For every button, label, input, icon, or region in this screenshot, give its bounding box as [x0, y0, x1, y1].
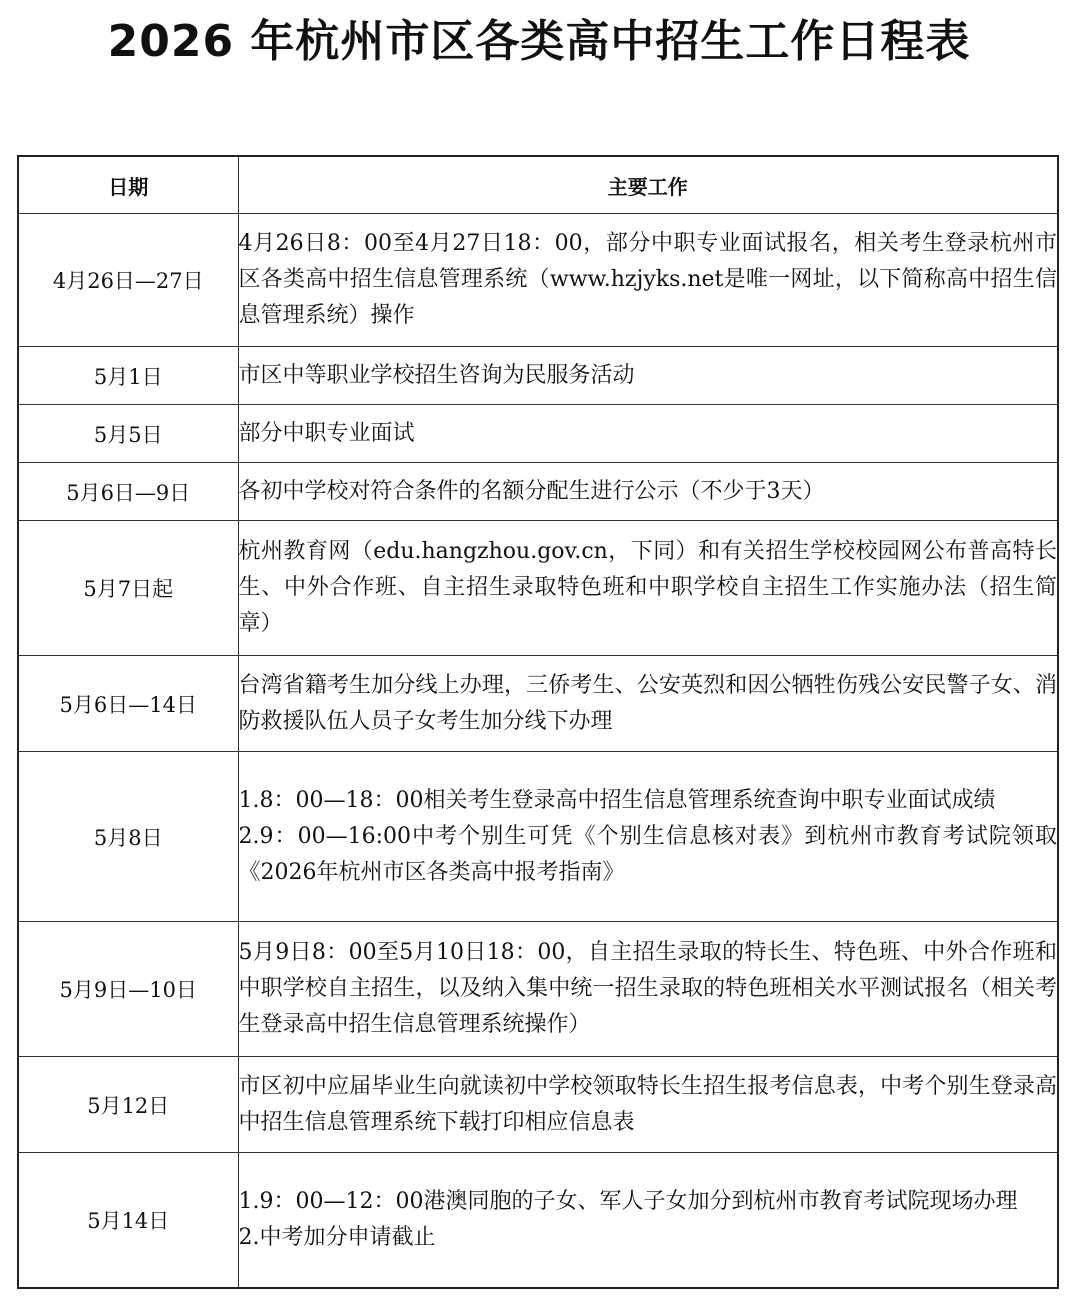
work-line: 1.9：00—12：00港澳同胞的子女、军人子女加分到杭州市教育考试院现场办理 — [238, 1188, 1018, 1214]
work-line: 杭州教育网（edu.hangzhou.gov.cn，下同）和有关招生学校校园网公布普高特长生、中外合作班、自主招生录取特色班和中职学校自主招生工作实施办法（招生简章） — [238, 539, 1057, 636]
table-row — [18, 1057, 1058, 1153]
row-work — [238, 521, 1058, 656]
work-line: 1.8：00—18：00相关考生登录高中招生信息管理系统查询中职专业面试成绩 — [238, 787, 996, 813]
table-header-row — [18, 156, 1058, 214]
table-row — [18, 405, 1058, 463]
table-row — [18, 521, 1058, 656]
row-date: 5月14日 — [18, 1153, 238, 1288]
table-row — [18, 463, 1058, 521]
row-date: 5月12日 — [18, 1057, 238, 1153]
work-line: 2.中考加分申请截止 — [238, 1224, 436, 1250]
row-work — [238, 1153, 1058, 1288]
work-line: 4月26日8：00至4月27日18：00，部分中职专业面试报名，相关考生登录杭州市区各类高中招生信息管理系统（www.hzjyks.net是唯一网址，以下简称高中招生信息管理系统）操作 — [238, 231, 1057, 328]
header-work: 主要工作 — [238, 156, 1058, 214]
row-work — [238, 656, 1058, 752]
row-work — [238, 405, 1058, 463]
work-line: 市区初中应届毕业生向就读初中学校领取特长生招生报考信息表，中考个别生登录高中招生信息管理系统下载打印相应信息表 — [238, 1073, 1057, 1135]
row-date: 5月1日 — [18, 347, 238, 405]
row-date: 5月6日—9日 — [18, 463, 238, 521]
row-work — [238, 347, 1058, 405]
work-line: 2.9：00—16:00中考个别生可凭《个别生信息核对表》到杭州市教育考试院领取《2026年杭州市区各类高中报考指南》 — [238, 823, 1057, 885]
table-row — [18, 214, 1058, 347]
row-date: 5月6日—14日 — [18, 656, 238, 752]
table-row — [18, 347, 1058, 405]
work-line: 市区中等职业学校招生咨询为民服务活动 — [238, 362, 635, 388]
row-date: 5月8日 — [18, 752, 238, 922]
page-title: 2026 年杭州市区各类高中招生工作日程表 — [107, 16, 971, 67]
row-work — [238, 1057, 1058, 1153]
work-line: 台湾省籍考生加分线上办理，三侨考生、公安英烈和因公牺牲伤残公安民警子女、消防救援队伍人员子女考生加分线下办理 — [238, 672, 1057, 734]
row-work — [238, 922, 1058, 1057]
row-date: 4月26日—27日 — [18, 214, 238, 347]
row-date: 5月7日起 — [18, 521, 238, 656]
work-line: 5月9日8：00至5月10日18：00，自主招生录取的特长生、特色班、中外合作班和中职学校自主招生，以及纳入集中统一招生录取的特色班相关水平测试报名（相关考生登录高中招生信息管理系统操作） — [238, 940, 1057, 1037]
row-work — [238, 214, 1058, 347]
row-work — [238, 752, 1058, 922]
table-row — [18, 656, 1058, 752]
schedule-table — [17, 155, 1059, 1289]
table-row — [18, 1153, 1058, 1288]
row-date: 5月5日 — [18, 405, 238, 463]
row-date: 5月9日—10日 — [18, 922, 238, 1057]
table-row — [18, 922, 1058, 1057]
header-date: 日期 — [18, 156, 238, 214]
work-line: 各初中学校对符合条件的名额分配生进行公示（不少于3天） — [238, 478, 825, 504]
work-line: 部分中职专业面试 — [238, 420, 415, 446]
table-row — [18, 752, 1058, 922]
row-work — [238, 463, 1058, 521]
